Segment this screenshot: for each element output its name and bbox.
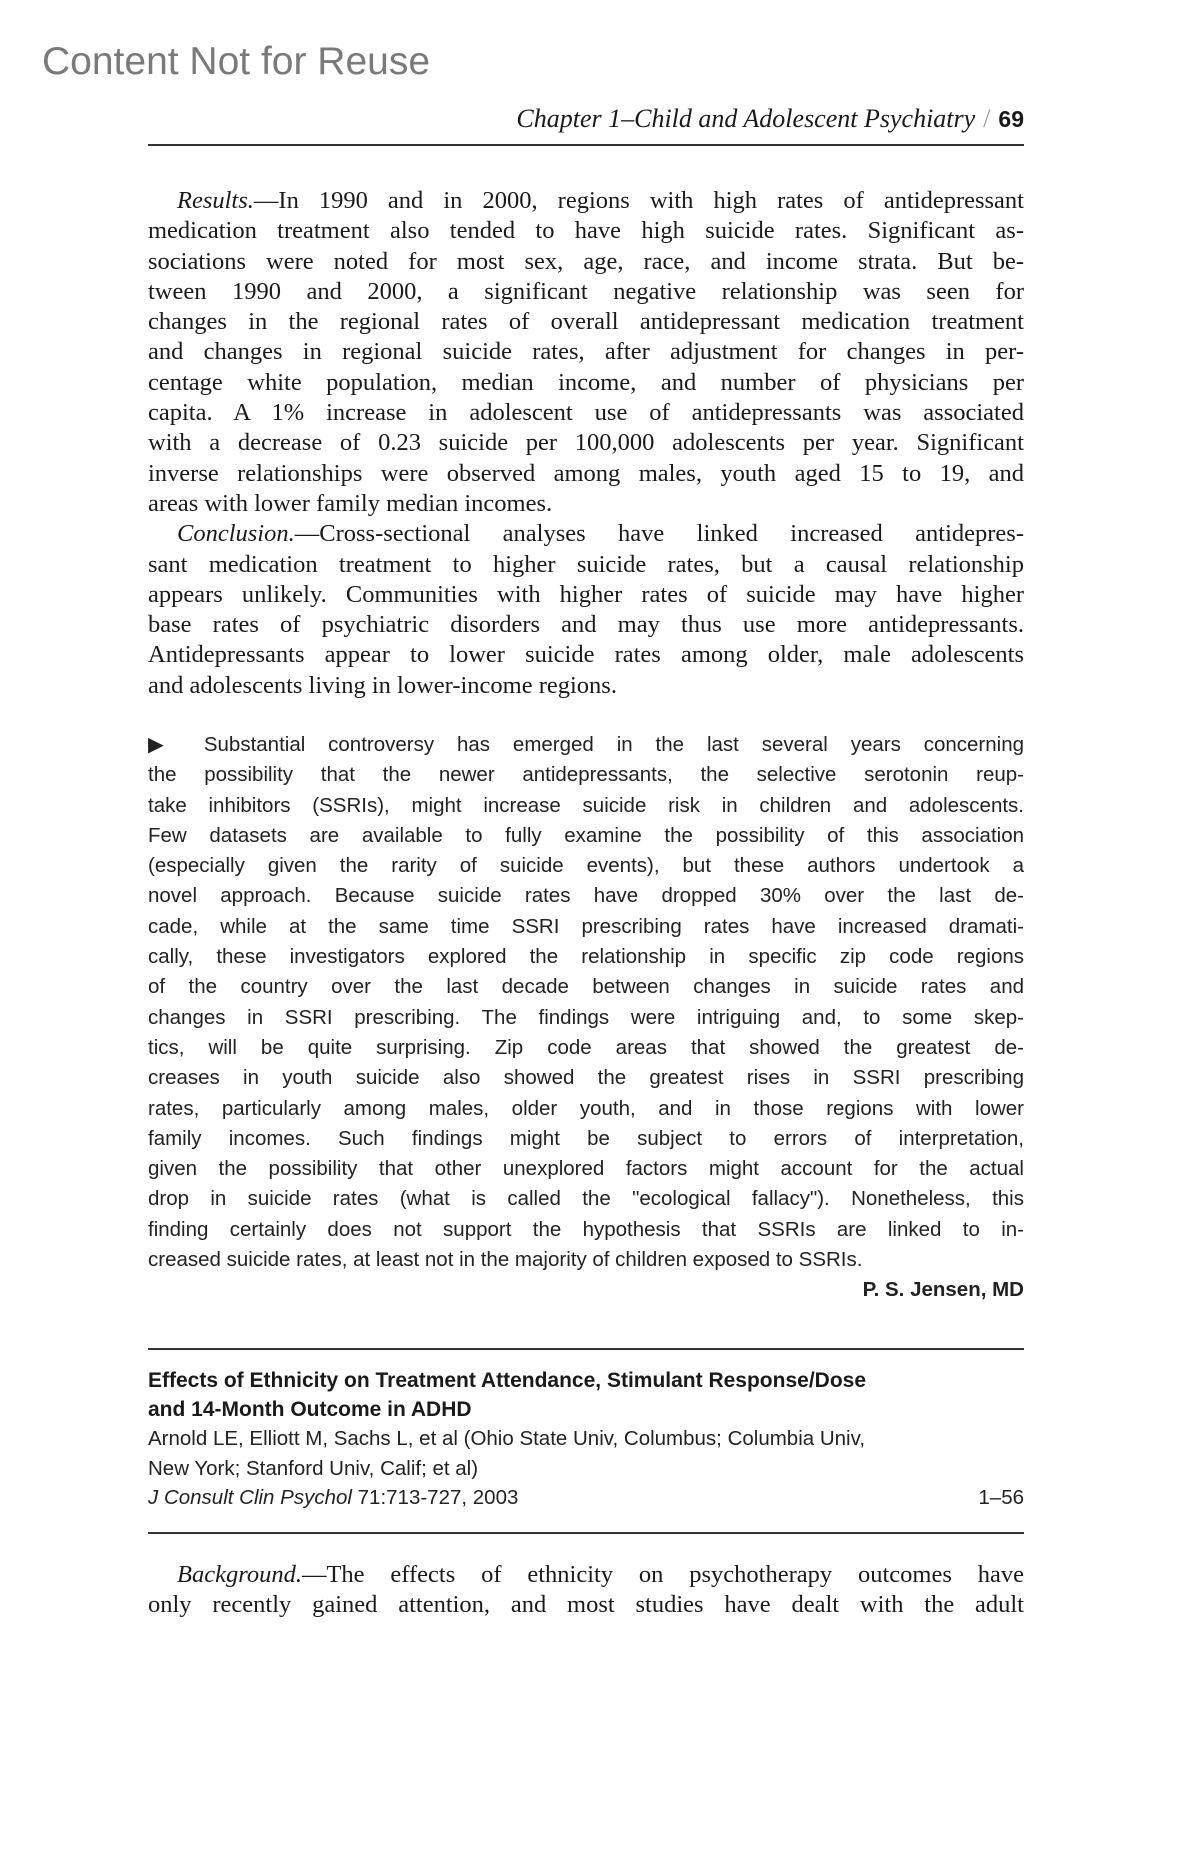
- text-line: [148, 337, 1024, 367]
- title-line: Effects of Ethnicity on Treatment Attendance, Stimulant Response/Dose: [148, 1369, 867, 1392]
- text-line: [148, 1560, 1024, 1590]
- journal-citation: 71:713-727, 2003: [357, 1486, 519, 1509]
- line-text: tween 1990 and 2000, a significant negative relationship was seen for: [148, 277, 1024, 305]
- commentary-signature: P. S. Jensen, MD: [862, 1278, 1024, 1302]
- line-text: of the country over the last decade between changes in suicide rates and: [148, 975, 1024, 999]
- article-background: [148, 1560, 1024, 1621]
- line-text: capita. A 1% increase in adolescent use of antidepressants was associated: [148, 399, 1024, 427]
- text-line: [148, 459, 1024, 489]
- text-line: [148, 307, 1024, 337]
- line-text: changes in the regional rates of overall antidepressant medication treatment: [148, 308, 1024, 336]
- article-top-rule: [148, 1348, 1024, 1350]
- line-text: base rates of psychiatric disorders and may thus use more antidepressants.: [148, 611, 1024, 639]
- text-line: [148, 1154, 1024, 1184]
- line-text: —In 1990 and in 2000, regions with high rates of antidepressant: [253, 187, 1024, 214]
- line-text: finding certainly does not support the hypothesis that SSRIs are linked to in-: [148, 1217, 1024, 1241]
- text-line: [148, 972, 1024, 1002]
- text-line: [148, 851, 1024, 881]
- line-text: and changes in regional suicide rates, after adjustment for changes in per-: [148, 338, 1024, 366]
- text-line: [148, 821, 1024, 851]
- line-text: given the possibility that other unexplored factors might account for the actual: [148, 1157, 1024, 1181]
- article-title: [148, 1366, 1024, 1424]
- commentary: [148, 730, 1024, 1306]
- section-label: Background.: [177, 1561, 302, 1588]
- line-text: sant medication treatment to higher suicide rates, but a causal relationship: [148, 550, 1024, 578]
- line-text: Antidepressants appear to lower suicide rates among older, male adolescents: [148, 641, 1024, 669]
- line-text: tics, will be quite surprising. Zip code areas that showed the greatest de-: [148, 1035, 1024, 1059]
- line-text: (especially given the rarity of suicide events), but these authors undertook a: [148, 854, 1024, 878]
- line-text: drop in suicide rates (what is called the "ecological fallacy"). Nonetheless, this: [148, 1187, 1024, 1211]
- text-line: [148, 368, 1024, 398]
- text-line: [148, 1033, 1024, 1063]
- watermark: Content Not for Reuse: [42, 40, 431, 83]
- line-text: centage white population, median income, and number of physicians per: [148, 368, 1024, 396]
- line-text: —Cross-sectional analyses have linked increased antidepres-: [294, 520, 1024, 548]
- text-line: [148, 428, 1024, 458]
- line-text: inverse relationships were observed among males, youth aged 15 to 19, and: [148, 459, 1024, 487]
- line-text: sociations were noted for most sex, age, race, and income strata. But be-: [148, 247, 1024, 275]
- article-citation: [148, 1366, 1024, 1513]
- text-line: [148, 760, 1024, 790]
- text-line: [148, 580, 1024, 610]
- text-line: [148, 519, 1024, 549]
- line-text: with a decrease of 0.23 suicide per 100,000 adolescents per year. Significant: [148, 429, 1024, 457]
- line-text: areas with lower family median incomes.: [148, 489, 553, 517]
- line-text: appears unlikely. Communities with higher rates of suicide may have higher: [148, 580, 1024, 608]
- line-text: the possibility that the newer antidepressants, the selective serotonin reup-: [148, 763, 1024, 787]
- section-label: Conclusion.: [177, 520, 295, 548]
- text-line: [148, 1094, 1024, 1124]
- journal-row: [148, 1483, 1024, 1513]
- authors-line: Arnold LE, Elliott M, Sachs L, et al (Ohio State Univ, Columbus; Columbia Univ,: [148, 1427, 866, 1450]
- text-line: [148, 550, 1024, 580]
- text-line: [148, 791, 1024, 821]
- authors-line: New York; Stanford Univ, Calif; et al): [148, 1456, 479, 1480]
- line-text: changes in SSRI prescribing. The findings were intriguing and, to some skep-: [148, 1005, 1024, 1029]
- line-text: medication treatment also tended to have high suicide rates. Significant as-: [148, 217, 1024, 245]
- text-line: [148, 1124, 1024, 1154]
- line-text: creases in youth suicide also showed the greatest rises in SSRI prescribing: [148, 1066, 1024, 1090]
- line-text: cally, these investigators explored the relationship in specific zip code regions: [148, 945, 1024, 969]
- text-line: [148, 247, 1024, 277]
- line-text: —The effects of ethnicity on psychotherapy outcomes have: [301, 1561, 1024, 1588]
- abstract-results: [148, 186, 1024, 701]
- line-text: take inhibitors (SSRIs), might increase suicide risk in children and adolescents.: [148, 793, 1024, 817]
- text-line: [148, 186, 1024, 216]
- text-line: [148, 1245, 1024, 1275]
- text-line: [148, 1215, 1024, 1245]
- text-line: [148, 216, 1024, 246]
- line-text: only recently gained attention, and most studies have dealt with the adult: [148, 1591, 1024, 1619]
- line-text: creased suicide rates, at least not in the majority of children exposed to SSRIs.: [148, 1248, 863, 1272]
- article-authors: [148, 1424, 1024, 1483]
- text-line: [148, 881, 1024, 911]
- title-line: and 14-Month Outcome in ADHD: [148, 1398, 472, 1421]
- line-text: Few datasets are available to fully examine the possibility of this association: [148, 823, 1024, 847]
- line-text: Substantial controversy has emerged in the last several years concerning: [203, 733, 1024, 756]
- text-line: [148, 1184, 1024, 1214]
- chapter-title: Chapter 1–Child and Adolescent Psychiatry: [516, 104, 976, 133]
- text-line: [148, 610, 1024, 640]
- article-bottom-rule: [148, 1532, 1024, 1534]
- line-text: rates, particularly among males, older youth, and in those regions with lower: [148, 1096, 1024, 1120]
- text-line: [148, 277, 1024, 307]
- header-separator: /: [983, 104, 991, 133]
- text-line: [148, 489, 1024, 519]
- text-line: [148, 1590, 1024, 1620]
- text-line: [148, 1063, 1024, 1093]
- line-text: and adolescents living in lower-income regions.: [148, 671, 617, 699]
- text-line: [148, 1003, 1024, 1033]
- journal-name: J Consult Clin Psychol: [148, 1486, 352, 1509]
- running-header: [516, 104, 1024, 134]
- text-line: [148, 671, 1024, 701]
- page-number: 69: [998, 106, 1024, 132]
- text-line: [148, 640, 1024, 670]
- text-line: [148, 942, 1024, 972]
- line-text: family incomes. Such findings might be subject to errors of interpretation,: [148, 1126, 1024, 1150]
- text-line: [148, 398, 1024, 428]
- line-text: cade, while at the same time SSRI prescribing rates have increased dramati-: [148, 914, 1024, 938]
- section-label: Results.: [177, 187, 254, 214]
- text-line: [148, 730, 1024, 760]
- line-text: novel approach. Because suicide rates have dropped 30% over the last de-: [148, 884, 1024, 908]
- header-rule: [148, 144, 1024, 146]
- text-line: [148, 912, 1024, 942]
- arrow-marker-icon: ▶: [148, 733, 204, 756]
- reference-id: 1–56: [978, 1486, 1024, 1509]
